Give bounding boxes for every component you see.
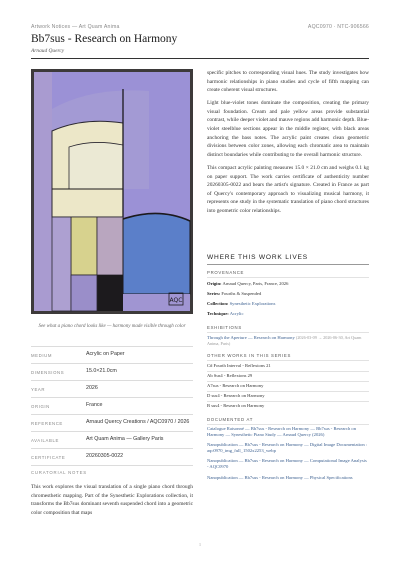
meta-key: MEDIUM	[31, 353, 53, 358]
painting-svg	[31, 69, 193, 314]
other-work-item[interactable]: A7sus - Research on Harmony	[207, 383, 264, 388]
other-work-item[interactable]: C# Fourth Interval - Reflexions 21	[207, 363, 271, 368]
collection-key: Collection:	[207, 301, 229, 306]
page-number: 1	[198, 542, 202, 547]
description-column	[207, 69, 369, 220]
curatorial-label: CURATORIAL NOTES	[31, 470, 87, 475]
documented-label: DOCUMENTED AT	[207, 417, 254, 422]
documented-link[interactable]: Nanopublication — Bb7sus - Research on Harmony — Digital Image Documentation : aqc0970_img_full_1502x2253_webp	[207, 442, 368, 454]
provenance-technique	[207, 311, 369, 317]
image-caption: See what a piano chord looks like — harmony made visible through color	[38, 324, 186, 329]
lower-violet-block	[71, 275, 97, 311]
artist-signature: AQC	[169, 297, 183, 304]
metadata-table	[31, 346, 193, 466]
description-paragraph-2: Light blue-violet tones dominate the composition, creating the primary visual foundation. Cream and pale yellow areas provide substantial contrast, while deeper violet and mauve regions add harmonic depth. Blue-violet steelblue sections appear in the middle register, with black areas anchoring the bass notes. The acrylic paint creates clean geometric divisions between color zones, allowing each chromatic area to maintain distinct boundaries while contributing to the overall harmonic structure.	[207, 100, 369, 158]
collection-link[interactable]: Synesthetic Explorations	[229, 301, 276, 306]
meta-row-reference	[31, 414, 193, 431]
header-divider	[31, 58, 369, 59]
documented-rule	[207, 424, 369, 425]
section-label: Artwork Notices — Art Quam Anima	[31, 24, 120, 30]
other-work-item[interactable]: B sus4 - Research on Harmony	[207, 403, 265, 408]
artwork-title: Bb7sus - Research on Harmony	[31, 33, 178, 45]
yellow-block	[71, 217, 97, 275]
other-works-rule	[207, 360, 369, 361]
meta-key: CERTIFICATE	[31, 455, 66, 460]
description-paragraph-1: specific pitches to corresponding visual hues. The study investigates how harmonic relationships in piano studies and cycle of fifth mapping can create coherent visual structures.	[207, 70, 369, 94]
other-works-separator	[207, 401, 369, 402]
other-work-item[interactable]: D sus4 - Research on Harmony	[207, 393, 265, 398]
exhibitions-label: EXHIBITIONS	[207, 325, 242, 330]
description-paragraph-3: This compact acrylic painting measures 15.0 × 21.0 cm and weighs 0.1 kg on paper support. The work carries certificate of authenticity number 20260305-0022 and bears the artist's signature. Created in France as part of Quercy's contemporary approach to visualizing musical harmony, it represents one study in the systematic translation of piano chord structures into geometric color relationships.	[207, 164, 369, 214]
provenance-collection	[207, 301, 369, 307]
mauve-block	[97, 217, 123, 275]
reference-line: AQC0970 · NTC-906566	[307, 24, 369, 30]
meta-value: 2026	[86, 385, 98, 391]
meta-row-origin	[31, 397, 193, 414]
lower-left-block	[52, 217, 71, 311]
meta-row-dimensions	[31, 363, 193, 380]
other-works-separator	[207, 391, 369, 392]
series-key: Series:	[207, 291, 221, 296]
meta-value: 20260305-0022	[86, 453, 124, 459]
black-block	[97, 275, 123, 311]
meta-value: Art Quam Anima — Gallery Paris	[86, 436, 164, 442]
artwork-image[interactable]	[31, 69, 193, 314]
documented-link[interactable]: Catalogue Raisonné — Bb7sus - Research on Harmony — Bb7sus - Research on Harmony — Synesthetic Piano Study — Arnaud Quercy (2026)	[207, 426, 357, 438]
exhibition-link[interactable]: Through the Aperture — Research on Harmony	[207, 335, 295, 340]
exhibition-entry	[207, 335, 369, 348]
meta-key: ORIGIN	[31, 404, 50, 409]
works-divider	[207, 264, 369, 265]
artist-name: Arnaud Quercy	[31, 48, 65, 54]
documented-link[interactable]: Nanopublication — Bb7sus - Research on Harmony — Computational Image Analysis - AQC0970	[207, 458, 367, 470]
steelblue-zone	[123, 213, 190, 294]
technique-key: Technique:	[207, 311, 229, 316]
meta-row-medium	[31, 346, 193, 363]
meta-value: 15.0×21.0cm	[86, 368, 117, 374]
exhibitions-rule	[207, 332, 369, 333]
works-heading: WHERE THIS WORK LIVES	[207, 254, 308, 261]
other-works-label: OTHER WORKS IN THIS SERIES	[207, 353, 292, 358]
exhibition-dates: (2026-03-09 → 2026-06-30, Art Quam Anima, Paris)	[207, 335, 362, 347]
series-value: Fourths & Suspended	[221, 291, 262, 296]
other-works-separator	[207, 371, 369, 372]
meta-row-certificate	[31, 448, 193, 466]
meta-value: France	[86, 402, 103, 408]
meta-key: DIMENSIONS	[31, 370, 65, 375]
meta-row-available	[31, 431, 193, 448]
origin-key: Origin:	[207, 281, 222, 286]
left-mauve-band	[34, 72, 52, 311]
provenance-origin	[207, 281, 369, 287]
meta-value: Arnaud Quercy Creations / AQC0970 / 2026	[86, 419, 190, 425]
meta-value: Acrylic on Paper	[86, 351, 125, 357]
meta-key: YEAR	[31, 387, 46, 392]
provenance-series	[207, 291, 369, 297]
curatorial-text: This work explores the visual translation of a single piano chord through chromesthetic mapping. Part of the Synesthetic Explorations collection, it transforms the Bb7sus dominant seventh suspended chord into a geometric color composition that maps	[31, 484, 193, 516]
inner-cream	[69, 142, 123, 189]
origin-value: Arnaud Quercy, Paris, France, 2026	[222, 281, 289, 286]
documented-link[interactable]: Nanopublication — Bb7sus - Research on Harmony — Physical Specifications	[207, 475, 353, 480]
other-work-item[interactable]: Ab Sus4 - Reflexions 29	[207, 373, 253, 378]
provenance-rule	[207, 277, 369, 278]
provenance-label: PROVENANCE	[207, 270, 245, 275]
meta-row-year	[31, 380, 193, 397]
other-works-separator	[207, 381, 369, 382]
meta-key: REFERENCE	[31, 421, 63, 426]
technique-link[interactable]: Acrylic	[229, 311, 244, 316]
meta-key: AVAILABLE	[31, 438, 59, 443]
